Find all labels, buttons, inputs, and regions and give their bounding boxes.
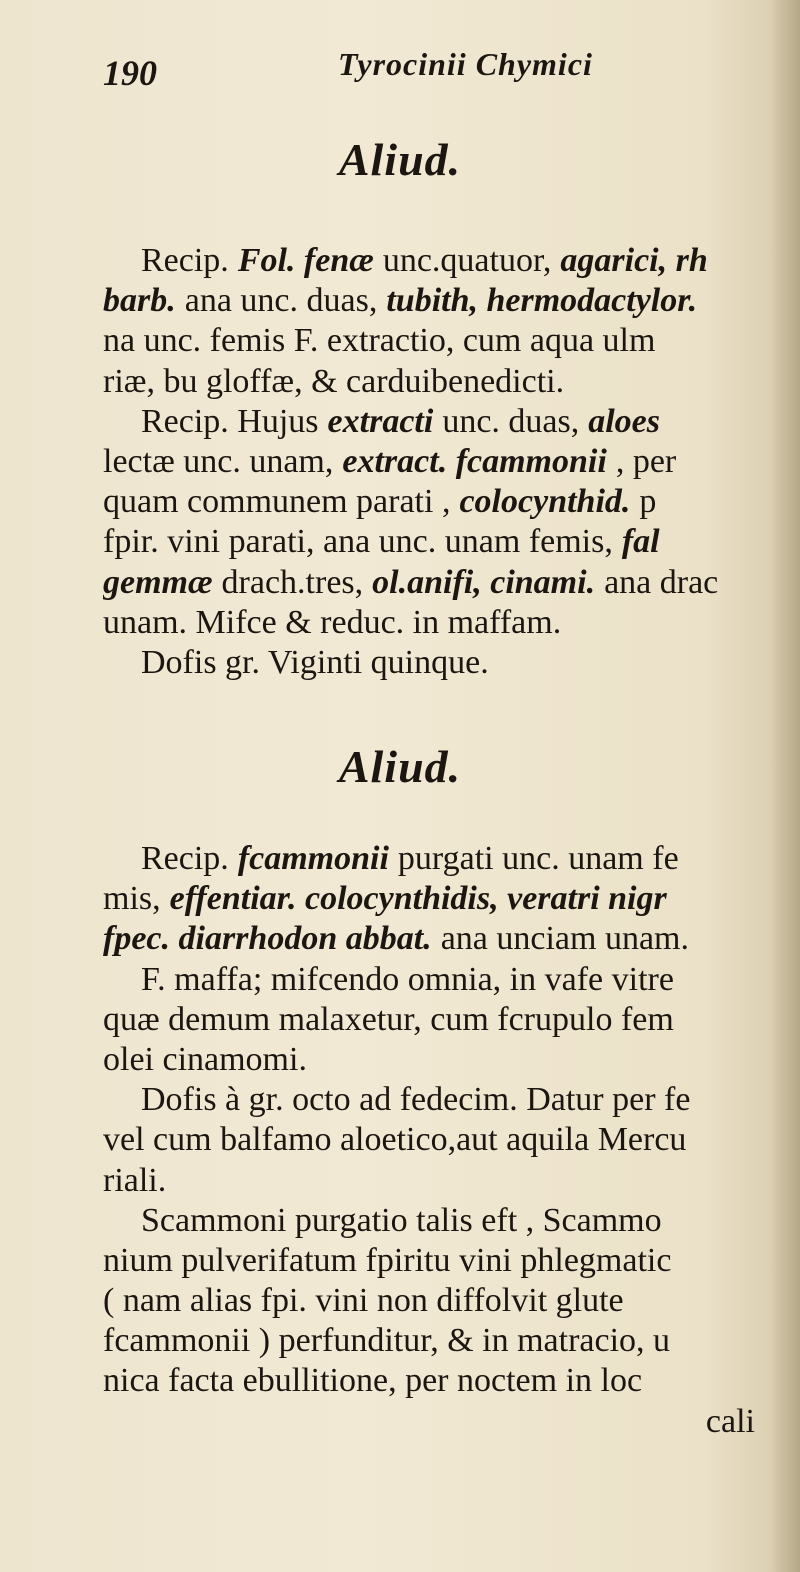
text-run: Recip. [141, 242, 229, 279]
text-run: quæ demum malaxetur, cum fcrupulo fem [103, 1000, 674, 1038]
italic-term: fal [621, 523, 660, 561]
italic-term: colocynthid. [459, 483, 631, 521]
text-line [103, 919, 793, 959]
text-run: fpir. vini parati, ana unc. unam femis, [103, 523, 613, 561]
italic-term: extract. fcammonii [342, 442, 607, 480]
text-line [103, 563, 793, 603]
text-line [103, 1120, 793, 1160]
text-run: ana drac [604, 563, 719, 601]
text-run: ana unciam unam. [440, 920, 689, 958]
text-run: quam communem parati , [103, 483, 451, 521]
italic-term: extracti [327, 402, 434, 440]
text-run: cali [705, 1402, 755, 1440]
text-line [103, 1080, 793, 1120]
text-run: na unc. femis F. extractio, cum aqua ulm [103, 322, 656, 360]
text-run: nium pulverifatum fpiritu vini phlegmatic [103, 1241, 672, 1279]
text-line [103, 1201, 793, 1241]
italic-term: aloes [588, 402, 661, 440]
italic-term: gemmæ [103, 563, 213, 601]
text-run: drach.tres, [221, 563, 364, 601]
text-line [103, 1000, 793, 1040]
running-title: Tyrocinii Chymici [338, 46, 593, 82]
text-run: olei cinamomi. [103, 1040, 307, 1078]
text-run: vel cum balfamo aloetico,aut aquila Mercu [103, 1121, 687, 1159]
text-run: purgati unc. unam fe [397, 840, 679, 877]
text-run: p [639, 483, 657, 521]
text-run: Dofis gr. Viginti quinque. [141, 643, 489, 681]
text-line [103, 879, 793, 919]
text-run: F. maffa; mifcendo omnia, in vafe vitre [141, 960, 674, 998]
text-run: mis, [103, 880, 161, 918]
text-line [103, 1040, 793, 1080]
text-run: unc.quatuor, [382, 242, 552, 279]
text-run: fcammonii ) perfunditur, & in matracio, u [103, 1322, 671, 1360]
text-line [103, 1241, 793, 1281]
text-line [103, 603, 793, 643]
section-heading: Aliud. [338, 741, 462, 792]
text-line [103, 643, 793, 683]
italic-term: fcammonii [237, 840, 389, 877]
text-run: ( nam alias fpi. vini non diffolvit glute [103, 1282, 624, 1320]
recipe-text-block [103, 241, 793, 683]
text-line [103, 839, 793, 879]
section-heading: Aliud. [338, 134, 462, 185]
text-line [103, 1402, 793, 1442]
text-line [103, 321, 793, 361]
italic-term: fpec. diarrhodon abbat. [103, 920, 432, 958]
text-line [103, 281, 793, 321]
italic-term: agarici, rh [560, 242, 708, 279]
text-line [103, 402, 793, 442]
text-line [103, 442, 793, 482]
text-run: ana unc. duas, [184, 282, 378, 320]
italic-term: Fol. fenæ [237, 242, 374, 279]
text-line [103, 1321, 793, 1361]
text-run: lectæ unc. unam, [103, 442, 334, 480]
text-line [103, 960, 793, 1000]
text-run: Dofis à gr. octo ad fedecim. Datur per fe [141, 1081, 691, 1119]
text-run: unam. Mifce & reduc. in maffam. [103, 603, 562, 641]
text-line [103, 1361, 793, 1401]
running-head [103, 38, 663, 98]
text-line [103, 362, 793, 402]
page-number: 190 [103, 53, 157, 93]
italic-term: ol.anifi, cinami. [372, 563, 596, 601]
text-line [103, 522, 793, 562]
text-run: Scammoni purgatio talis eft , Scammo [141, 1201, 662, 1239]
italic-term: effentiar. colocynthidis, veratri nigr [169, 880, 667, 918]
text-line [103, 1281, 793, 1321]
text-run: unc. duas, [442, 402, 580, 440]
recipe-text-block [103, 839, 793, 1442]
italic-term: barb. [103, 282, 176, 320]
italic-term: tubith, hermodactylor. [386, 282, 698, 320]
text-run: Recip. [141, 840, 229, 877]
text-run: riæ, bu gloffæ, & carduibenedicti. [103, 362, 565, 400]
text-run: nica facta ebullitione, per noctem in loc [103, 1362, 643, 1400]
text-line [103, 482, 793, 522]
text-run: riali. [103, 1161, 167, 1199]
text-run: Recip. Hujus [141, 402, 319, 440]
text-line [103, 1161, 793, 1201]
text-run: , per [615, 442, 677, 480]
text-line [103, 241, 793, 281]
